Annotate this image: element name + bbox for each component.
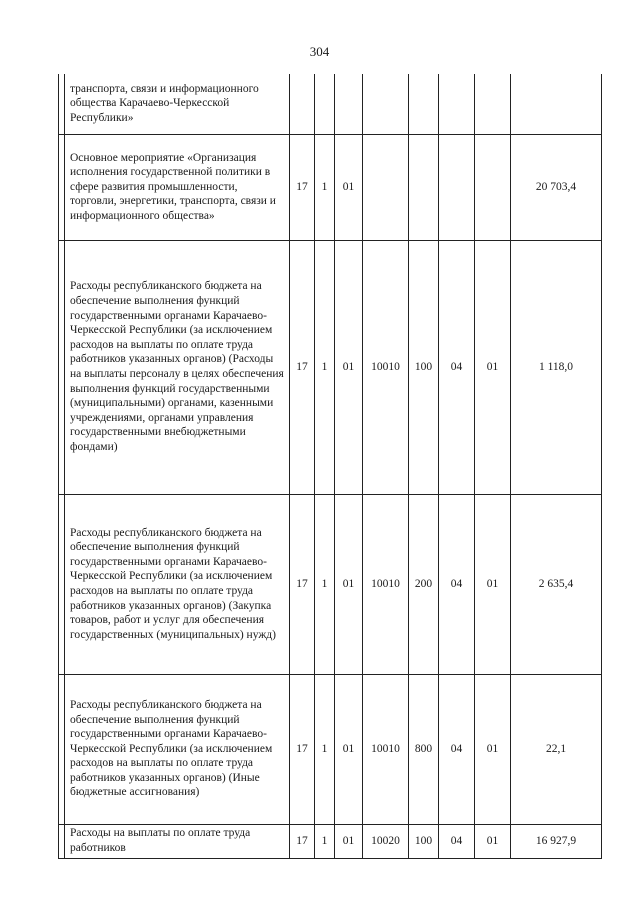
code-cell: 01	[475, 240, 511, 494]
table-row	[59, 494, 602, 674]
row-description: Расходы республиканского бюджета на обеспечение выполнения функций государственными органами Карачаево-Черкесской Республики (за исключением расходов на выплаты по оплате труда работников указанных органов) (Закупка товаров, работ и услуг для обеспечения государственных (муниципальных) нужд)	[65, 494, 290, 674]
code-cell: 1	[315, 674, 335, 824]
amount-cell: 1 118,0	[511, 240, 602, 494]
amount-cell: 22,1	[511, 674, 602, 824]
code-cell: 17	[290, 134, 315, 240]
page-number: 304	[309, 44, 330, 59]
code-cell: 17	[290, 674, 315, 824]
code-cell	[363, 134, 409, 240]
code-cell: 01	[335, 494, 363, 674]
amount-cell: 2 635,4	[511, 494, 602, 674]
amount-cell: 20 703,4	[511, 134, 602, 240]
code-cell	[335, 74, 363, 134]
code-cell: 100	[409, 240, 439, 494]
code-cell	[290, 74, 315, 134]
code-cell: 04	[439, 494, 475, 674]
code-cell	[409, 134, 439, 240]
code-cell: 10010	[363, 494, 409, 674]
row-description: Расходы на выплаты по оплате труда работников	[65, 824, 290, 858]
code-cell: 01	[335, 674, 363, 824]
code-cell: 10010	[363, 674, 409, 824]
code-cell: 01	[475, 824, 511, 858]
code-cell: 04	[439, 674, 475, 824]
code-cell: 04	[439, 824, 475, 858]
table-row	[59, 74, 602, 134]
code-cell: 01	[475, 674, 511, 824]
code-cell: 04	[439, 240, 475, 494]
table-row	[59, 134, 602, 240]
budget-table	[58, 74, 602, 859]
code-cell: 01	[335, 134, 363, 240]
code-cell: 1	[315, 240, 335, 494]
code-cell	[439, 134, 475, 240]
code-cell: 1	[315, 494, 335, 674]
row-description: Расходы республиканского бюджета на обеспечение выполнения функций государственными органами Карачаево-Черкесской Республики (за исключением расходов на выплаты по оплате труда работников указанных органов) (Расходы на выплаты персоналу в целях обеспечения выполнения функций государственными (муниципальными) органами, казенными учреждениями, органами управления государственными внебюджетными фондами)	[65, 240, 290, 494]
code-cell: 17	[290, 494, 315, 674]
row-description: Основное мероприятие «Организация исполнения государственной политики в сфере развития промышленности, торговли, энергетики, транспорта, связи и информационного общества»	[65, 134, 290, 240]
table-row	[59, 674, 602, 824]
code-cell: 01	[335, 240, 363, 494]
amount-cell: 16 927,9	[511, 824, 602, 858]
code-cell: 200	[409, 494, 439, 674]
code-cell	[363, 74, 409, 134]
code-cell: 01	[335, 824, 363, 858]
row-description: Расходы республиканского бюджета на обеспечение выполнения функций государственными органами Карачаево-Черкесской Республики (за исключением расходов на выплаты по оплате труда работников указанных органов) (Иные бюджетные ассигнования)	[65, 674, 290, 824]
code-cell: 17	[290, 824, 315, 858]
code-cell: 800	[409, 674, 439, 824]
table-row	[59, 824, 602, 858]
code-cell: 10010	[363, 240, 409, 494]
amount-cell	[511, 74, 602, 134]
code-cell	[409, 74, 439, 134]
table-row	[59, 240, 602, 494]
code-cell	[475, 134, 511, 240]
code-cell: 1	[315, 824, 335, 858]
code-cell: 1	[315, 134, 335, 240]
code-cell	[439, 74, 475, 134]
code-cell: 10020	[363, 824, 409, 858]
code-cell	[475, 74, 511, 134]
row-description: транспорта, связи и информационного общества Карачаево-Черкесской Республики»	[65, 74, 290, 134]
code-cell: 100	[409, 824, 439, 858]
code-cell: 01	[475, 494, 511, 674]
code-cell: 17	[290, 240, 315, 494]
code-cell	[315, 74, 335, 134]
